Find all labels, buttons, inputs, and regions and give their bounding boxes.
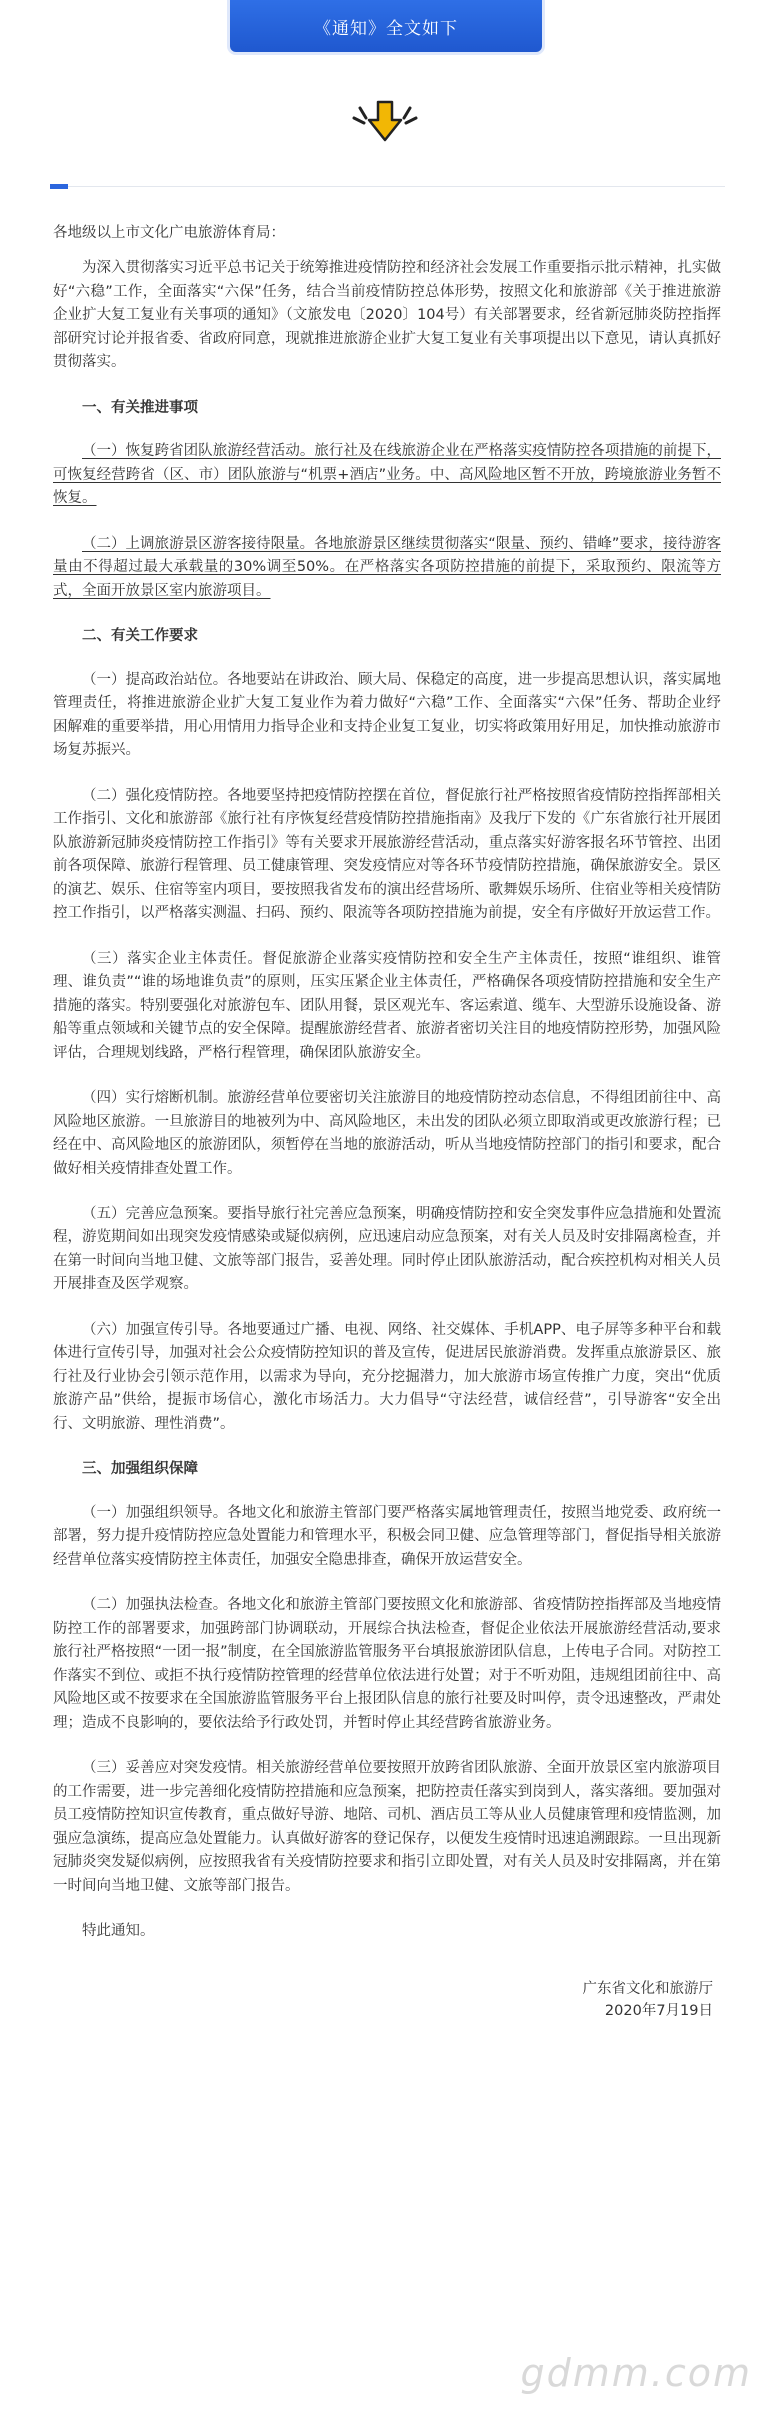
section2-item-2: （二）强化疫情防控。各地要坚持把疫情防控摆在首位，督促旅行社严格按照省疫情防控指挥部相关工作指引、文化和旅游部《旅行社有序恢复经营疫情防控措施指南》及我厅下发的《广东省旅行社开展团队旅游新冠肺炎疫情防控工作指引》等有关要求开展旅游经营活动，重点落实好游客报名环节管控、出团前各项保障、旅游行程管理、员工健康管理、突发疫情应对等各环节疫情防控措施，确保旅游安全。景区的演艺、娱乐、住宿等室内项目，要按照我省发布的演出经营场所、歌舞娱乐场所、住宿业等相关疫情防控工作指引，以严格落实测温、扫码、预约、限流等各项防控措施为前提，安全有序做好开放运营工作。 xyxy=(53,787,721,922)
section2-item-1: （一）提高政治站位。各地要站在讲政治、顾大局、保稳定的高度，进一步提高思想认识，落实属地管理责任，将推进旅游企业扩大复工复业作为着力做好“六稳”工作、全面落实“六保”任务、帮助企业纾困解难的重要举措，用心用情用力指导企业和支持企业复工复业，切实将政策用好用足，加快推动旅游市场复苏振兴。 xyxy=(53,671,721,759)
section2-item-6: （六）加强宣传引导。各地要通过广播、电视、网络、社交媒体、手机APP、电子屏等多种平台和载体进行宣传引导，加强对社会公众疫情防控知识的普及宣传，促进居民旅游消费。发挥重点旅游景区、旅行社及行业协会引领示范作用，以需求为导向，充分挖掘潜力，加大旅游市场宣传推广力度，突出“优质旅游产品”供给，提振市场信心，激化市场活力。大力倡导“守法经营，诚信经营”，引导游客“安全出行、文明旅游、理性消费”。 xyxy=(53,1321,721,1432)
section1-item-1: （一）恢复跨省团队旅游经营活动。旅行社及在线旅游企业在严格落实疫情防控各项措施的前提下，可恢复经营跨省（区、市）团队旅游与“机票+酒店”业务。中、高风险地区暂不开放，跨境旅游业务暂不恢复。 xyxy=(53,443,721,507)
section2-item-5: （五）完善应急预案。要指导旅行社完善应急预案，明确疫情防控和安全突发事件应急措施和处置流程，游览期间如出现突发疫情感染或疑似病例，应迅速启动应急预案，对有关人员及时安排隔离检查，并在第一时间向当地卫健、文旅等部门报告，妥善处理。同时停止团队旅游活动，配合疾控机构对相关人员开展排查及医学观察。 xyxy=(53,1205,721,1293)
section-heading-1: 一、有关推进事项 xyxy=(82,399,198,416)
banner-area xyxy=(0,0,772,52)
notice-title-banner: 《通知》全文如下 xyxy=(230,0,542,52)
section-heading-3: 三、加强组织保障 xyxy=(82,1461,198,1478)
signature-block xyxy=(53,1978,721,2023)
divider-accent xyxy=(50,184,68,189)
section-heading-2: 二、有关工作要求 xyxy=(82,628,198,645)
section2-item-4: （四）实行熔断机制。旅游经营单位要密切关注旅游目的地疫情防控动态信息，不得组团前往中、高风险地区旅游。一旦旅游目的地被列为中、高风险地区，未出发的团队必须立即取消或更改旅游行程；已经在中、高风险地区的旅游团队，须暂停在当地的旅游活动，听从当地疫情防控部门的指引和要求，配合做好相关疫情排查处置工作。 xyxy=(53,1090,721,1177)
hand-pointer-down-icon xyxy=(340,96,430,146)
notice-body xyxy=(53,222,721,2023)
site-watermark: gdmm.com xyxy=(520,2351,752,2395)
addressee: 各地级以上市文化广电旅游体育局： xyxy=(53,225,285,241)
section2-item-3: （三）落实企业主体责任。督促旅游企业落实疫情防控和安全生产主体责任，按照“谁组织、谁管理、谁负责”“谁的场地谁负责”的原则，压实压紧企业主体责任，严格确保各项疫情防控措施和安全生产措施的落实。特别要强化对旅游包车、团队用餐，景区观光车、客运索道、缆车、大型游乐设施设备、游船等重点领域和关键节点的安全保障。提醒旅游经营者、旅游者密切关注目的地疫情防控形势，加强风险评估，合理规划线路，严格行程管理，确保团队旅游安全。 xyxy=(53,950,721,1061)
section3-item-3: （三）妥善应对突发疫情。相关旅游经营单位要按照开放跨省团队旅游、全面开放景区室内旅游项目的工作需要，进一步完善细化疫情防控措施和应急预案，把防控责任落实到岗到人，落实落细。要加强对员工疫情防控知识宣传教育，重点做好导游、地陪、司机、酒店员工等从业人员健康管理和疫情监测，加强应急演练，提高应急处置能力。认真做好游客的登记保存，以便发生疫情时迅速追溯跟踪。一旦出现新冠肺炎突发疑似病例，应按照我省有关疫情防控要求和指引立即处置，对有关人员及时安排隔离，并在第一时间向当地卫健、文旅等部门报告。 xyxy=(53,1760,721,1894)
section3-item-2: （二）加强执法检查。各地文化和旅游主管部门要按照文化和旅游部、省疫情防控指挥部及当地疫情防控工作的部署要求，加强跨部门协调联动，开展综合执法检查，督促企业依法开展旅游经营活动,要求旅行社严格按照“一团一报”制度，在全国旅游监管服务平台填报旅游团队信息，上传电子合同。对防控工作落实不到位、或拒不执行疫情防控管理的经营单位依法进行处置；对于不听劝阻，违规组团前往中、高风险地区或不按要求在全国旅游监管服务平台上报团队信息的旅行社要及时叫停，责令迅速整改，严肃处理；造成不良影响的，要依法给予行政处罚，并暂时停止其经营跨省旅游业务。 xyxy=(53,1597,721,1731)
signature-date: 2020年7月19日 xyxy=(604,2003,713,2020)
section1-item-2: （二）上调旅游景区游客接待限量。各地旅游景区继续贯彻落实“限量、预约、错峰”要求，接待游客量由不得超过最大承载量的30%调至50%。在严格落实各项防控措施的前提下，采取预约、限流等方式，全面开放景区室内旅游项目。 xyxy=(53,535,721,599)
divider-line xyxy=(50,186,725,187)
intro-paragraph: 为深入贯彻落实习近平总书记关于统筹推进疫情防控和经济社会发展工作重要指示批示精神，扎实做好“六稳”工作，全面落实“六保”任务，结合当前疫情防控总体形势，按照文化和旅游部《关于推进旅游企业扩大复工复业有关事项的通知》（文旅发电〔2020〕104号）有关部署要求，经省新冠肺炎防控指挥部研究讨论并报省委、省政府同意，现就推进旅游企业扩大复工复业有关事项提出以下意见，请认真抓好贯彻落实。 xyxy=(53,260,721,371)
closing-line: 特此通知。 xyxy=(82,1923,155,1940)
section3-item-1: （一）加强组织领导。各地文化和旅游主管部门要严格落实属地管理责任，按照当地党委、政府统一部署，努力提升疫情防控应急处置能力和管理水平，积极会同卫健、应急管理等部门，督促指导相关旅游经营单位落实疫情防控主体责任，加强安全隐患排查，确保开放运营安全。 xyxy=(53,1504,721,1568)
signature-org: 广东省文化和旅游厅 xyxy=(582,1980,713,1997)
